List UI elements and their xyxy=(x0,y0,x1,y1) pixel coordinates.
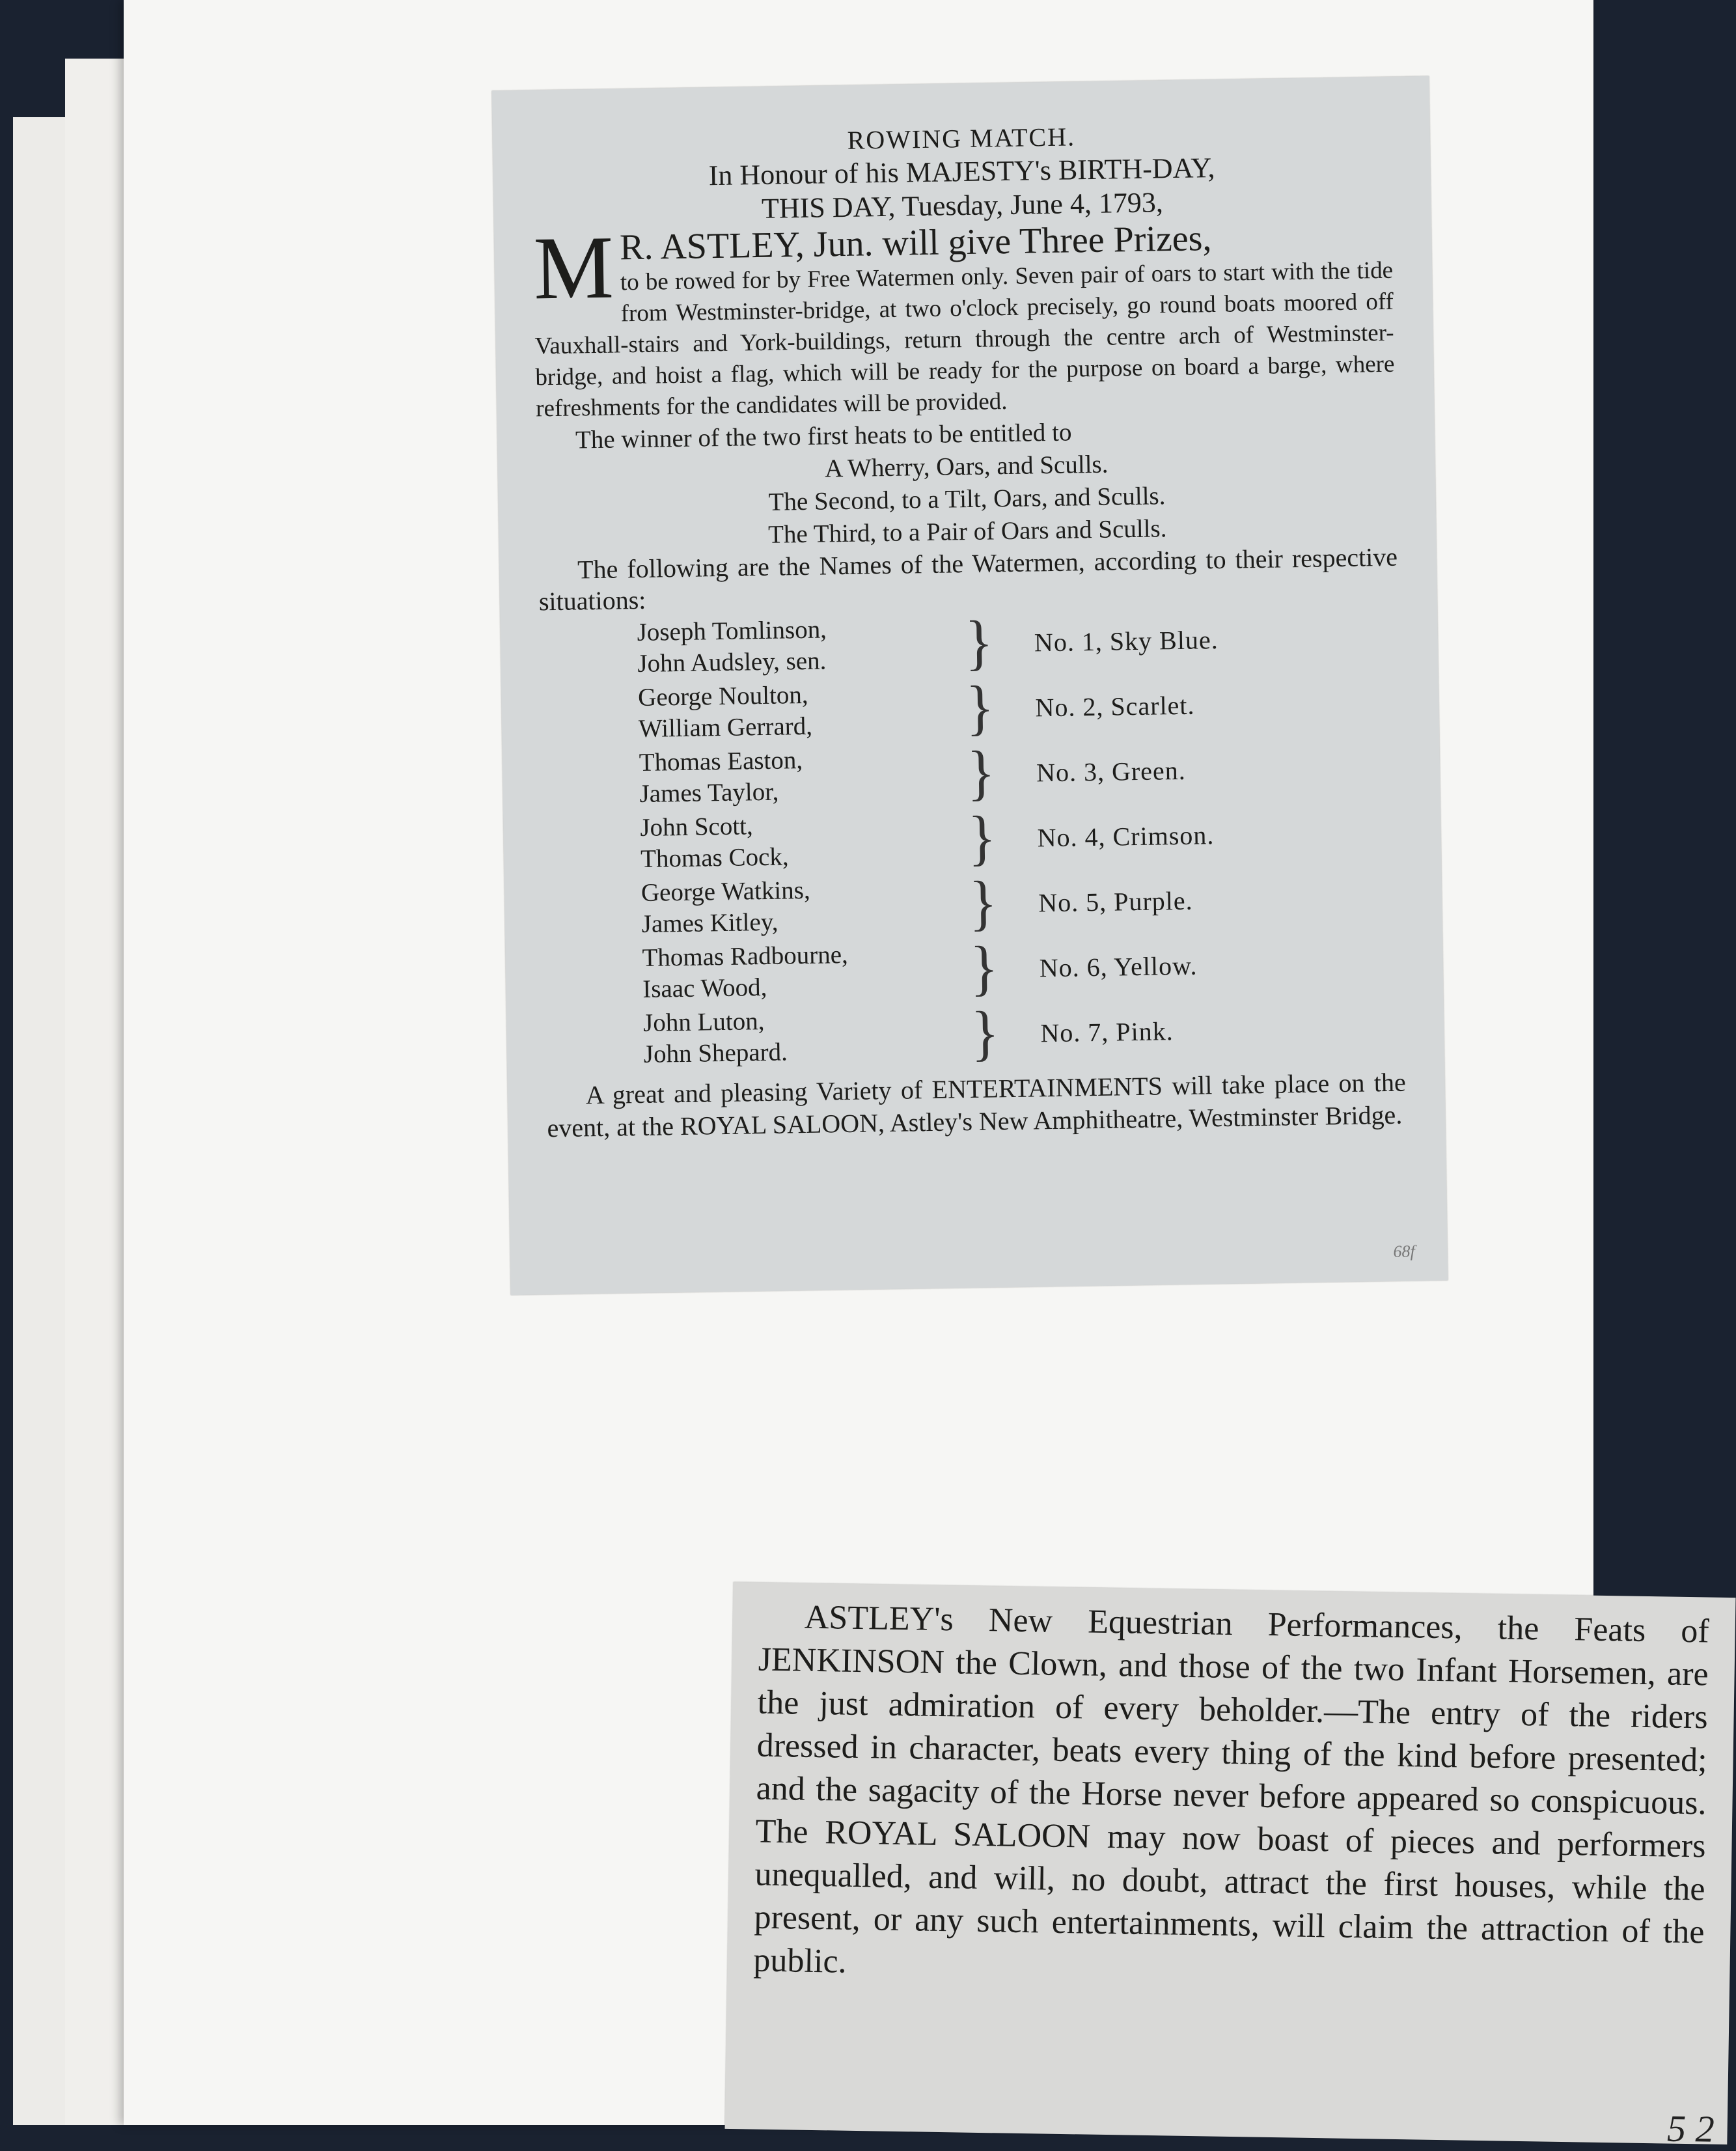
astley-equestrian-clipping xyxy=(724,1582,1735,2150)
drop-cap: M xyxy=(532,217,614,318)
brace-glyph: } xyxy=(969,934,999,1003)
reference-mark: 68f xyxy=(1393,1242,1415,1261)
waterman-name: Isaac Wood, xyxy=(642,973,767,1003)
boat-colour: No. 5, Purple. xyxy=(1038,885,1193,917)
prize-first: A Wherry, Oars, and Sculls. xyxy=(824,450,1109,483)
brace-glyph: } xyxy=(970,999,1000,1068)
boat-colour: No. 3, Green. xyxy=(1036,755,1187,787)
clipping-footer: A great and pleasing Variety of ENTERTAINMENTS will take place on the event, at the ROYAL SALOON, Astley's New Amphitheatre, Westminster Bridge. xyxy=(547,1067,1407,1143)
waterman-name: James Kitley, xyxy=(641,908,778,938)
brace-glyph: } xyxy=(968,868,998,937)
watermen-list xyxy=(539,604,1405,1074)
waterman-name: Thomas Easton, xyxy=(639,746,803,777)
watermen-intro: The following are the Names of the Watermen, according to their respective situations: xyxy=(538,542,1398,617)
clipping-date: THIS DAY, Tuesday, June 4, 1793, xyxy=(761,186,1164,225)
boat-colour: No. 2, Scarlet. xyxy=(1035,690,1195,722)
boat-colour: No. 4, Crimson. xyxy=(1037,820,1215,852)
waterman-name: John Shepard. xyxy=(643,1038,788,1068)
winner-line: The winner of the two first heats to be entitled to xyxy=(575,418,1072,454)
waterman-name: George Watkins, xyxy=(641,876,810,907)
waterman-name: Joseph Tomlinson, xyxy=(637,615,827,647)
waterman-name: George Noulton, xyxy=(637,680,808,712)
brace-glyph: } xyxy=(965,673,995,742)
clipping-title: ROWING MATCH. xyxy=(847,122,1076,155)
waterman-name: James Taylor, xyxy=(639,777,779,808)
boat-colour: No. 1, Sky Blue. xyxy=(1034,624,1219,657)
rowing-match-clipping xyxy=(492,76,1448,1295)
lead-line: R. ASTLEY, Jun. will give Three Prizes, xyxy=(619,218,1212,268)
waterman-name: Thomas Cock, xyxy=(640,842,789,873)
waterman-name: Thomas Radbourne, xyxy=(642,940,849,972)
clipping-subtitle: In Honour of his MAJESTY's BIRTH-DAY, xyxy=(708,151,1215,192)
waterman-name: John Scott, xyxy=(640,812,754,842)
waterman-name: William Gerrard, xyxy=(638,712,813,743)
album-page xyxy=(124,0,1715,2150)
boat-colour: No. 6, Yellow. xyxy=(1039,951,1198,982)
brace-glyph: } xyxy=(966,738,996,807)
handwritten-note: 5 2 xyxy=(1666,2107,1715,2150)
prize-third: The Third, to a Pair of Oars and Sculls. xyxy=(767,514,1167,549)
clipping-body: to be rowed for by Free Watermen only. Seven pair of oars to start with the tide from Westminster-bridge, at two o'clock precisely, go round boats moored off Vauxhall-stairs and York-buildings, return through the centre arch of Westminster-bridge, and hoist a flag, which will be ready for the purpose on board a barge, where refreshments for the candidates will be provided. xyxy=(534,257,1395,423)
prize-second: The Second, to a Tilt, Oars, and Sculls. xyxy=(768,482,1166,516)
clipping-body: ASTLEY's New Equestrian Performances, the Feats of JENKINSON the Clown, and those of the two Infant Horsemen, are the just admiration of every beholder.—The entry of the riders dressed in character, beats every thing of the kind before presented; and the sagacity of the Horse never before appeared so conspicuous. The ROYAL SALOON may now boast of pieces and performers unequalled, and will, no doubt, attract the first houses, while the present, or any such entertainments, will claim the attraction of the public. xyxy=(753,1598,1710,1980)
waterman-name: John Audsley, sen. xyxy=(637,646,827,678)
brace-glyph: } xyxy=(964,608,994,677)
brace-glyph: } xyxy=(967,803,997,872)
boat-colour: No. 7, Pink. xyxy=(1040,1016,1174,1048)
waterman-name: John Luton, xyxy=(642,1007,765,1037)
waterman-pair xyxy=(545,995,1405,1074)
